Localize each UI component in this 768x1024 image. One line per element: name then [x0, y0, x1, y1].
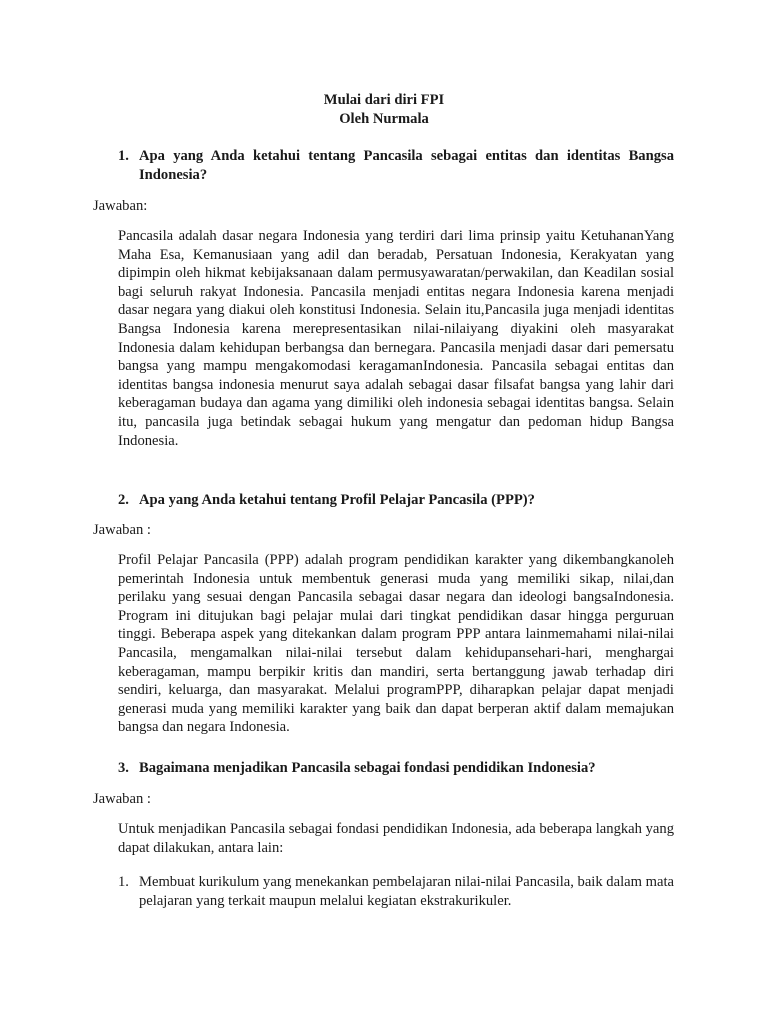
title-line-1: Mulai dari diri FPI: [323, 92, 445, 108]
document-title: [0, 91, 768, 128]
answer-paragraph-3: Untuk menjadikan Pancasila sebagai fondasi pendidikan Indonesia, ada beberapa langkah yang dapat dilakukan, antara lain:: [118, 821, 674, 856]
list-item-number: 1.: [118, 874, 129, 890]
question-1: [118, 147, 674, 184]
answer-paragraph-2: Profil Pelajar Pancasila (PPP) adalah program pendidikan karakter yang dikembangkanoleh pemerintah Indonesia untuk membentuk generasi muda yang memiliki sikap, nilai,dan perilaku yang sesuai dengan Pancasila sebagai dasar negara dan ideologi bangsaIndonesia. Program ini ditujukan bagi pelajar mulai dari tingkat pendidikan dasar hingga perguruan tinggi. Beberapa aspek yang ditekankan dalam program PPP antara lainmemahami nilai-nilai Pancasila, mengamalkan nilai-nilai tersebut dalam kehidupansehari-hari, menghargai keberagaman, mampu berpikir kritis dan mandiri, serta bertanggung jawab terhadap diri sendiri, keluarga, dan masyarakat. Melalui programPPP, diharapkan pelajar dapat menjadi generasi muda yang memiliki karakter yang baik dan dapat berperan aktif dalam memajukan bangsa dan negara Indonesia.: [118, 552, 674, 736]
question-text: Apa yang Anda ketahui tentang Pancasila sebagai entitas dan identitas Bangsa Indonesia?: [139, 148, 674, 183]
answer-label-2: Jawaban :: [93, 522, 151, 538]
question-text: Apa yang Anda ketahui tentang Profil Pelajar Pancasila (PPP)?: [139, 492, 535, 508]
question-number: 2.: [118, 492, 129, 508]
question-number: 3.: [118, 760, 129, 776]
answer-label-1: Jawaban:: [93, 198, 148, 214]
answer-paragraph-1: Pancasila adalah dasar negara Indonesia yang terdiri dari lima prinsip yaitu KetuhananYang Maha Esa, Kemanusiaan yang adil dan beradab, Persatuan Indonesia, Kerakyatan yang dipimpin oleh hikmat kebijaksanaan dalam permusyawaratan/perwakilan, dan Keadilan sosial bagi seluruh rakyat Indonesia. Pancasila menjadi entitas negara Indonesia karena menjadi dasar negara yang diakui oleh konstitusi Indonesia. Selain itu,Pancasila juga menjadi identitas Bangsa Indonesia karena merepresentasikan nilai-nilaiyang diyakini oleh masyarakat Indonesia dalam kehidupan berbangsa dan bernegara. Pancasila menjadi dasar dari pemersatu bangsa yang mampu mengakomodasi keragamanIndonesia. Pancasila sebagai entitas dan identitas bangsa indonesia menurut saya adalah sebagai dasar filsafat bangsa yang lahir dari keberagaman budaya dan agama yang dimiliki oleh indonesia sebagai identitas bangsa. Selain itu, pancasila juga betindak sebagai hukum yang mengatur dan pedoman hidup Bangsa Indonesia.: [118, 228, 674, 449]
answer-label-3: Jawaban :: [93, 791, 151, 807]
question-number: 1.: [118, 148, 129, 164]
list-item: [118, 873, 674, 910]
question-3: [118, 759, 674, 778]
question-2: [118, 491, 674, 510]
list-item-text: Membuat kurikulum yang menekankan pembelajaran nilai-nilai Pancasila, baik dalam mata pelajaran yang terkait maupun melalui kegiatan ekstrakurikuler.: [139, 874, 674, 909]
title-line-2: Oleh Nurmala: [339, 110, 429, 127]
question-text: Bagaimana menjadikan Pancasila sebagai fondasi pendidikan Indonesia?: [139, 760, 596, 776]
